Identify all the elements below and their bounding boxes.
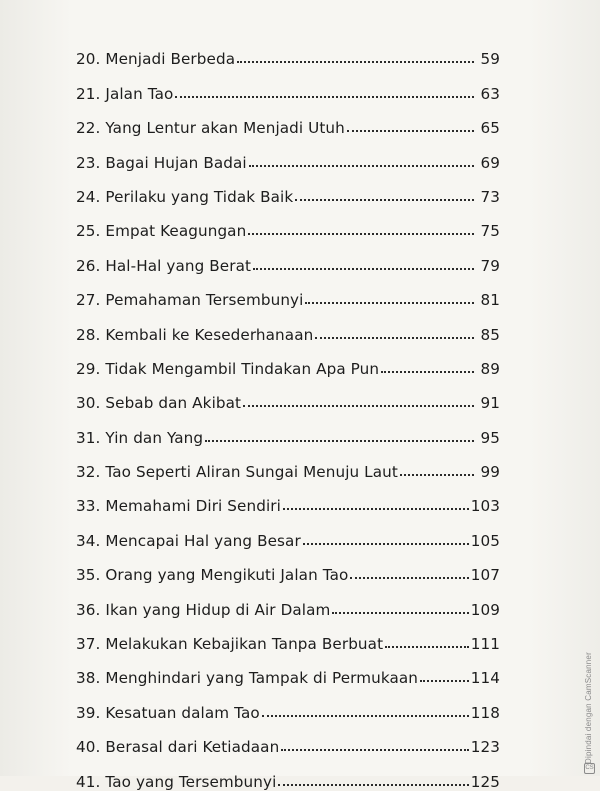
toc-entry-title: 36. Ikan yang Hidup di Air Dalam: [76, 600, 331, 619]
toc-dot-leader: [400, 474, 474, 476]
toc-entry-title: 37. Melakukan Kebajikan Tanpa Berbuat: [76, 635, 384, 654]
toc-dot-leader: [381, 371, 474, 373]
toc-entry-title: 38. Menghindari yang Tampak di Permukaan: [76, 669, 419, 688]
toc-entry-page-number: 59: [480, 50, 500, 69]
toc-entry: [76, 34, 500, 68]
table-of-contents: [76, 34, 500, 791]
toc-entry: [76, 687, 500, 721]
toc-dot-leader: [243, 405, 474, 407]
toc-entry-title: 29. Tidak Mengambil Tindakan Apa Pun: [76, 359, 380, 378]
toc-entry: [76, 515, 500, 549]
toc-dot-leader: [332, 612, 468, 614]
toc-entry: [76, 412, 500, 446]
toc-entry-title: 20. Menjadi Berbeda: [76, 50, 236, 69]
toc-dot-leader: [248, 233, 474, 235]
toc-entry: [76, 619, 500, 653]
toc-entry-page-number: 103: [470, 497, 500, 516]
toc-entry-title: 32. Tao Seperti Aliran Sungai Menuju Laut: [76, 463, 398, 482]
toc-entry-title: 21. Jalan Tao: [76, 84, 174, 103]
toc-entry-page-number: 69: [480, 153, 500, 172]
toc-entry-page-number: 99: [480, 463, 500, 482]
toc-entry-title: 28. Kembali ke Kesederhanaan: [76, 325, 314, 344]
toc-entry-title: 34. Mencapai Hal yang Besar: [76, 531, 301, 550]
toc-entry-page-number: 79: [480, 256, 500, 275]
toc-entry-page-number: 89: [480, 359, 500, 378]
toc-entry: [76, 447, 500, 481]
toc-entry: [76, 550, 500, 584]
toc-entry-page-number: 81: [480, 291, 500, 310]
toc-dot-leader: [262, 715, 469, 717]
toc-dot-leader: [237, 61, 474, 63]
toc-entry: [76, 584, 500, 618]
toc-entry: [76, 756, 500, 790]
scanner-watermark: Dipindai dengan CamScanner: [584, 652, 593, 764]
toc-entry: [76, 137, 500, 171]
toc-dot-leader: [281, 749, 468, 751]
toc-entry-title: 26. Hal-Hal yang Berat: [76, 256, 252, 275]
toc-entry-page-number: 107: [470, 566, 500, 585]
toc-entry-title: 40. Berasal dari Ketiadaan: [76, 738, 280, 757]
toc-entry-page-number: 75: [480, 222, 500, 241]
toc-entry-page-number: 123: [470, 738, 500, 757]
toc-entry: [76, 309, 500, 343]
toc-dot-leader: [283, 508, 469, 510]
toc-entry-title: 24. Perilaku yang Tidak Baik: [76, 187, 294, 206]
toc-dot-leader: [249, 165, 474, 167]
toc-entry-page-number: 73: [480, 187, 500, 206]
toc-entry-title: 25. Empat Keagungan: [76, 222, 247, 241]
toc-dot-leader: [205, 440, 474, 442]
toc-dot-leader: [315, 337, 474, 339]
toc-entry-title: 27. Pemahaman Tersembunyi: [76, 291, 304, 310]
toc-entry: [76, 378, 500, 412]
toc-entry-title: 30. Sebab dan Akibat: [76, 394, 242, 413]
toc-entry: [76, 653, 500, 687]
toc-dot-leader: [278, 784, 468, 786]
toc-dot-leader: [305, 302, 474, 304]
toc-entry-title: 35. Orang yang Mengikuti Jalan Tao: [76, 566, 349, 585]
toc-entry: [76, 275, 500, 309]
toc-entry-title: 41. Tao yang Tersembunyi: [76, 772, 277, 791]
toc-entry: [76, 172, 500, 206]
toc-entry-page-number: 85: [480, 325, 500, 344]
toc-entry-page-number: 91: [480, 394, 500, 413]
toc-entry-page-number: 65: [480, 119, 500, 138]
toc-entry-title: 39. Kesatuan dalam Tao: [76, 703, 260, 722]
toc-entry-title: 22. Yang Lentur akan Menjadi Utuh: [76, 119, 345, 138]
toc-entry: [76, 481, 500, 515]
toc-entry-page-number: 118: [470, 703, 500, 722]
toc-entry-title: 31. Yin dan Yang: [76, 428, 204, 447]
toc-dot-leader: [253, 268, 474, 270]
toc-dot-leader: [175, 96, 474, 98]
toc-dot-leader: [295, 199, 474, 201]
toc-entry-page-number: 95: [480, 428, 500, 447]
toc-entry-title: 23. Bagai Hujan Badai: [76, 153, 247, 172]
toc-entry: [76, 240, 500, 274]
toc-entry-page-number: 109: [470, 600, 500, 619]
toc-dot-leader: [303, 543, 469, 545]
toc-entry: [76, 68, 500, 102]
toc-dot-leader: [350, 577, 468, 579]
toc-entry-title: 33. Memahami Diri Sendiri: [76, 497, 281, 516]
toc-entry: [76, 722, 500, 756]
toc-entry: [76, 103, 500, 137]
toc-entry-page-number: 114: [470, 669, 500, 688]
toc-entry: [76, 206, 500, 240]
scanner-logo-icon: CS: [584, 763, 595, 774]
toc-entry-page-number: 105: [470, 531, 500, 550]
toc-entry-page-number: 63: [480, 84, 500, 103]
toc-dot-leader: [385, 646, 469, 648]
toc-entry-page-number: 125: [470, 772, 500, 791]
toc-dot-leader: [347, 130, 474, 132]
toc-dot-leader: [420, 680, 469, 682]
toc-entry-page-number: 111: [470, 635, 500, 654]
toc-entry: [76, 344, 500, 378]
